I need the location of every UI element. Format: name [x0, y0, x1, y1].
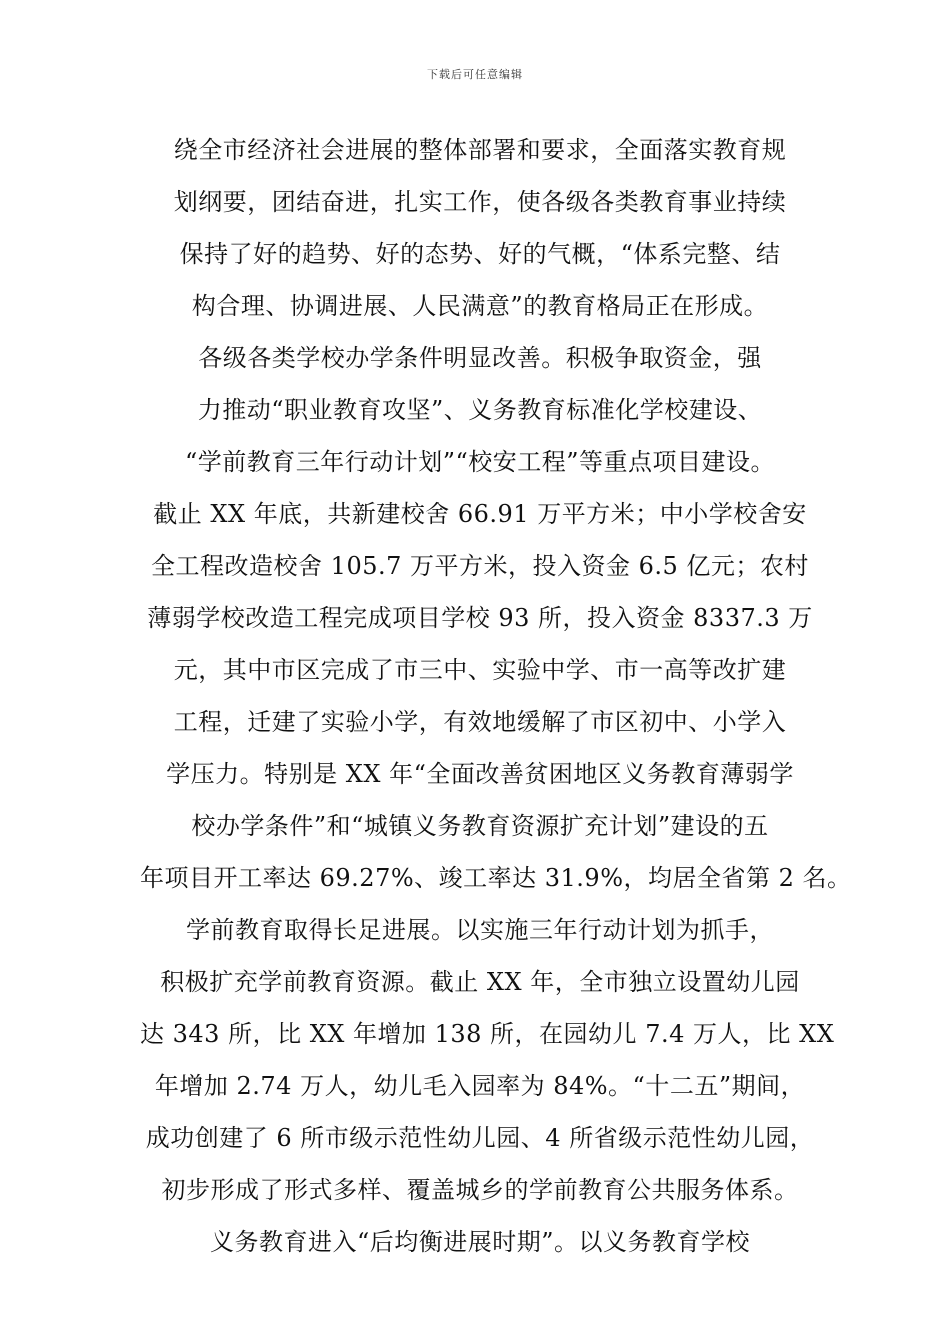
- text-line: 截止 XX 年底，共新建校舍 66.91 万平方米；中小学校舍安: [153, 500, 807, 528]
- text-line: 成功创建了 6 所市级示范性幼儿园、4 所省级示范性幼儿园，: [145, 1124, 815, 1152]
- text-line: 工程，迁建了实验小学，有效地缓解了市区初中、小学入: [173, 708, 787, 736]
- text-line: 全工程改造校舍 105.7 万平方米，投入资金 6.5 亿元；农村: [151, 552, 809, 580]
- text-line: 积极扩充学前教育资源。截止 XX 年，全市独立设置幼儿园: [160, 968, 800, 996]
- page-header: 下载后可任意编辑: [427, 68, 523, 81]
- paragraph-start-line: 各级各类学校办学条件明显改善。积极争取资金，强: [198, 344, 762, 372]
- text-line: 达 343 所，比 XX 年增加 138 所，在园幼儿 7.4 万人，比 XX: [140, 1020, 835, 1048]
- body-text: [140, 124, 852, 1268]
- text-line: 构合理、协调进展、人民满意”的教育格局正在形成。: [191, 292, 769, 320]
- text-line: 初步形成了形式多样、覆盖城乡的学前教育公共服务体系。: [161, 1176, 799, 1204]
- paragraph-start-line: 学前教育取得长足进展。以实施三年行动计划为抓手，: [186, 916, 774, 944]
- text-line: 年项目开工率达 69.27%、竣工率达 31.9%，均居全省第 2 名。: [140, 864, 852, 892]
- text-line: “学前教育三年行动计划”“校安工程”等重点项目建设。: [184, 448, 776, 476]
- text-line: 薄弱学校改造工程完成项目学校 93 所，投入资金 8337.3 万: [147, 604, 813, 632]
- text-line: 保持了好的趋势、好的态势、好的气概，“体系完整、结: [179, 240, 781, 268]
- text-line: 年增加 2.74 万人，幼儿毛入园率为 84%。“十二五”期间，: [154, 1072, 806, 1100]
- text-line: 学压力。特别是 XX 年“全面改善贫困地区义务教育薄弱学: [166, 760, 794, 788]
- paragraph-start-line: 义务教育进入“后均衡进展时期”。以义务教育学校: [209, 1228, 751, 1256]
- text-line: 力推动“职业教育攻坚”、义务教育标准化学校建设、: [197, 396, 763, 424]
- text-line: 元，其中市区完成了市三中、实验中学、市一高等改扩建: [173, 656, 787, 684]
- text-line: 划纲要，团结奋进，扎实工作，使各级各类教育事业持续: [173, 188, 787, 216]
- text-line: 校办学条件”和“城镇义务教育资源扩充计划”建设的五: [191, 812, 769, 840]
- text-line: 绕全市经济社会进展的整体部署和要求，全面落实教育规: [173, 136, 787, 164]
